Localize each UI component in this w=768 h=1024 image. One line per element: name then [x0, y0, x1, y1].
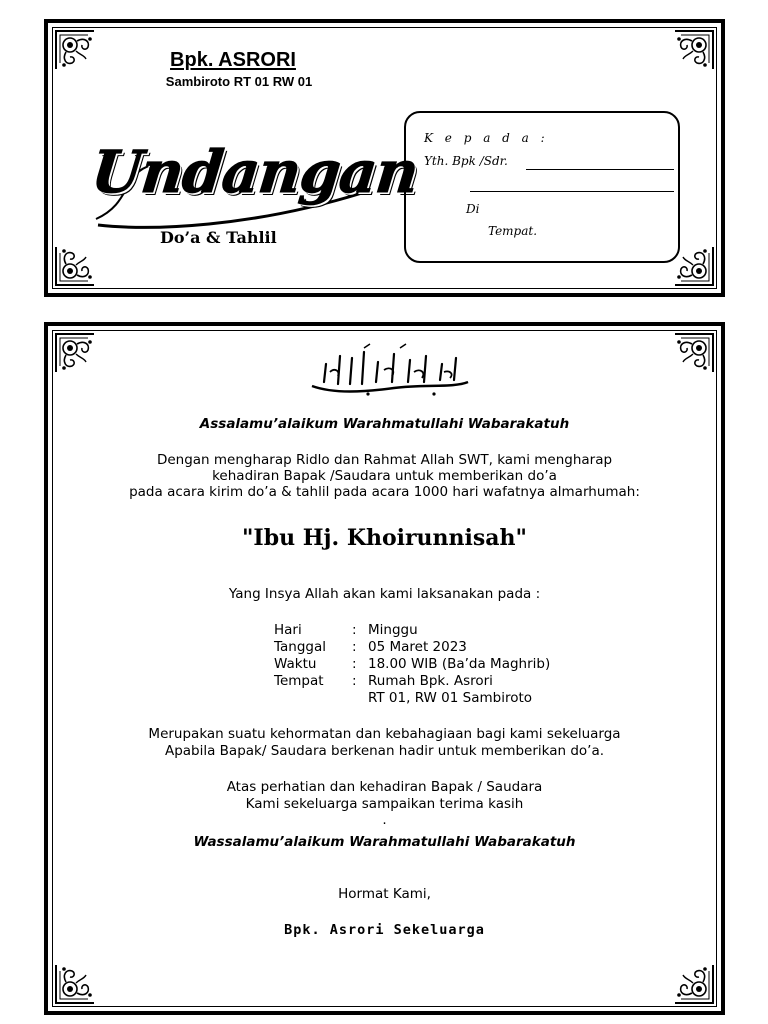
detail-row-address: [274, 690, 550, 707]
paragraph-line: Merupakan suatu kehormatan dan kebahagiaan bagi kami sekeluarga: [148, 726, 621, 742]
sender-address: Sambiroto RT 01 RW 01: [165, 74, 313, 89]
tempat-label: Tempat.: [488, 224, 538, 238]
kepada-label: K e p a d a :: [424, 131, 549, 145]
recipient-name-line: [526, 169, 674, 170]
paragraph-line: Dengan mengharap Ridlo dan Rahmat Allah SWT, kami mengharap: [156, 452, 613, 468]
dot-mark: .: [382, 812, 387, 828]
paragraph-line: kehadiran Bapak /Saudara untuk memberikan do’a: [212, 468, 557, 484]
deceased-name: "Ibu Hj. Khoirunnisah": [241, 525, 528, 551]
detail-label: [274, 690, 352, 707]
regards-text: Hormat Kami,: [338, 886, 431, 902]
detail-value: RT 01, RW 01 Sambiroto: [368, 690, 533, 706]
corner-ornament-icon: [673, 29, 715, 71]
corner-ornament-icon: [54, 332, 96, 374]
event-details: [274, 622, 550, 707]
detail-row-tempat: [274, 673, 550, 690]
corner-ornament-icon: [54, 963, 96, 1005]
schedule-intro: Yang Insya Allah akan kami laksanakan pada :: [228, 586, 541, 602]
invitation-paragraph: [48, 452, 721, 500]
signature: Bpk. Asrori Sekeluarga: [284, 922, 485, 938]
corner-ornament-icon: [673, 332, 715, 374]
detail-row-tanggal: [274, 639, 550, 656]
detail-label: Tanggal: [274, 639, 327, 655]
detail-separator: [352, 690, 368, 707]
detail-row-hari: [274, 622, 550, 639]
sender-name: Bpk. ASRORI: [170, 49, 296, 71]
detail-label: Tempat: [274, 673, 324, 689]
paragraph-line: pada acara kirim do’a & tahlil pada acara 1000 hari wafatnya almarhumah:: [129, 484, 640, 500]
paragraph-line: Atas perhatian dan kehadiran Bapak / Saudara: [226, 779, 543, 795]
recipient-name-line-2: [470, 191, 674, 192]
closing-greeting: Wassalamu’alaikum Warahmatullahi Wabarakatuh: [193, 834, 576, 850]
detail-row-waktu: [274, 656, 550, 673]
di-label: Di: [466, 202, 480, 216]
bismillah-calligraphy-icon: [304, 342, 474, 400]
paragraph-line: Apabila Bapak/ Saudara berkenan hadir untuk memberikan do’a.: [164, 743, 605, 759]
corner-ornament-icon: [54, 29, 96, 71]
yth-label: Yth. Bpk /Sdr.: [424, 154, 508, 168]
corner-ornament-icon: [673, 963, 715, 1005]
detail-separator: :: [352, 622, 357, 638]
thanks-paragraph: [48, 779, 721, 813]
invitation-letter-card: [44, 322, 725, 1015]
event-subtitle: Do’a & Tahlil: [160, 228, 277, 247]
detail-label: Hari: [274, 622, 302, 638]
honor-paragraph: [48, 726, 721, 760]
envelope-card: [44, 19, 725, 297]
recipient-address-box: [404, 111, 680, 263]
detail-separator: :: [352, 639, 357, 655]
paragraph-line: Kami sekeluarga sampaikan terima kasih: [245, 796, 524, 812]
detail-separator: :: [352, 656, 357, 672]
detail-value: 18.00 WIB (Ba’da Maghrib): [368, 656, 551, 672]
undangan-logo-text: Undangan: [88, 138, 421, 206]
detail-label: Waktu: [274, 656, 317, 672]
opening-greeting: Assalamu’alaikum Warahmatullahi Wabarakatuh: [199, 416, 570, 432]
detail-separator: :: [352, 673, 357, 689]
detail-value: 05 Maret 2023: [368, 639, 467, 655]
detail-value: Rumah Bpk. Asrori: [368, 673, 493, 689]
corner-ornament-icon: [54, 245, 96, 287]
detail-value: Minggu: [368, 622, 418, 638]
